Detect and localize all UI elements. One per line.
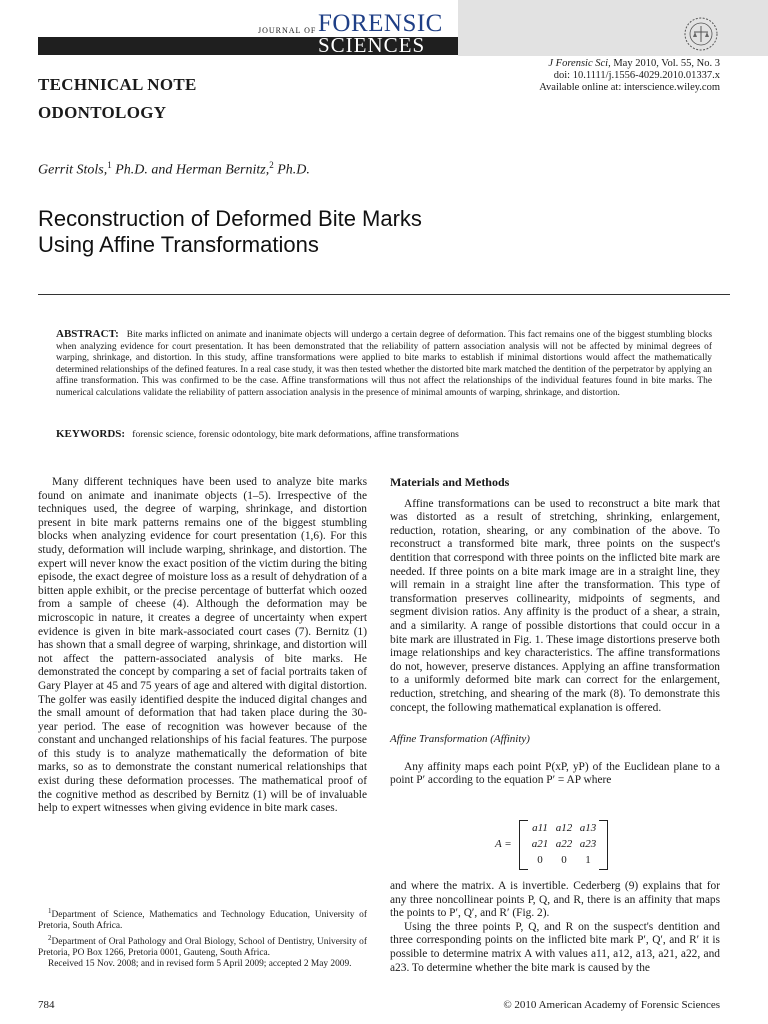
title-line-1: Reconstruction of Deformed Bite Marks: [38, 206, 422, 231]
methods-paragraph-2: Any affinity maps each point P(xP, yP) of the Euclidean plane to a point P′ according to the equation P′ = AP where: [390, 760, 720, 787]
keywords-text: forensic science, forensic odontology, bite mark deformations, affine transformations: [132, 429, 459, 440]
citation-online: Available online at: interscience.wiley.com: [539, 82, 720, 93]
academy-seal-icon: [683, 16, 719, 52]
abstract: [56, 329, 712, 400]
author-1: Gerrit Stols,: [38, 162, 108, 178]
matrix-cell: 0: [561, 854, 567, 866]
journal-name-sciences: SCIENCES: [318, 33, 426, 57]
article-field: ODONTOLOGY: [38, 103, 167, 122]
masthead-band: [458, 0, 768, 56]
journal-name-forensic: FORENSIC: [318, 10, 443, 37]
page-number: 784: [38, 999, 55, 1011]
author-1-affil: 1: [107, 160, 112, 170]
article-type: TECHNICAL NOTE: [38, 75, 197, 94]
footnote-2-mark: 2: [48, 933, 52, 942]
methods-column: [390, 476, 720, 788]
author-2-degree: Ph.D.: [273, 162, 310, 178]
author-2: Ph.D. and Herman Bernitz,: [111, 162, 270, 178]
methods-paragraph-1: Affine transformations can be used to reconstruct a bite mark that was distorted as a result of stretching, shrinking, enlargement, reduction, rotation, shearing, or any combination of the above. To reconstruct a transformed bite mark, three points on the suspect's dentition that correspond with three points on the inflicted bite mark are needed. If three points on a bite mark image are in a straight line, they will remain in a straight line after the transformation. This type of transformation preserves collinearity, midpoints of segments, and segment division ratios. Any affinity is the product of a shear, a strain, and a similarity. A range of possible distortions that could occur in a bite mark are illustrated in Fig. 1. These image distortions preserve both image relationships and key characteristics. The affine transformations do not, however, preserve distances. Applying an affine transformation to a uniformly deformed bite mark can correct for the enlargement, reduction, stretching, and shearing of the mark (8). To demonstrate this concept, the following mathematical explanation is offered.: [390, 497, 720, 714]
matrix-cell: a12: [555, 822, 573, 834]
footnotes: [38, 906, 367, 970]
matrix-cell: 1: [585, 854, 591, 866]
title-line-2: Using Affine Transformations: [38, 232, 319, 257]
author-line: [38, 160, 310, 179]
methods-heading: Materials and Methods: [390, 475, 510, 489]
affine-subheading: Affine Transformation (Affinity): [390, 733, 530, 746]
author-2-affil: 2: [269, 160, 274, 170]
keywords-label: KEYWORDS:: [56, 428, 126, 440]
copyright: © 2010 American Academy of Forensic Sciences: [503, 999, 720, 1011]
received-dates: Received 15 Nov. 2008; and in revised form 5 April 2009; accepted 2 May 2009.: [48, 959, 352, 970]
citation-issue: May 2010, Vol. 55, No. 3: [613, 58, 720, 69]
matrix-cell: a11: [532, 822, 548, 834]
citation-block: [539, 58, 720, 94]
intro-column: [38, 476, 367, 816]
matrix-cell: 0: [537, 854, 543, 866]
abstract-label: ABSTRACT:: [56, 328, 119, 340]
matrix-equation: [495, 820, 635, 870]
footnote-2: $^2$Department of Oral Pathology and Oral Biology, School of Dentistry, University of Pretoria, PO Box 1266, Pretoria 0001, Gauteng, South Africa.: [38, 933, 367, 958]
matrix-cell: a23: [579, 838, 597, 850]
footnote-1: $^1$Department of Science, Mathematics and Technology Education, University of Pretoria, South Africa.: [38, 907, 367, 932]
citation-journal: J Forensic Sci,: [548, 58, 611, 69]
methods-paragraph-3: and where the matrix. A is invertible. Cederberg (9) explains that for any three noncollinear points P, Q, and R, there is an affinity that maps the points to P′, Q′, and R′ (Fig. 2).: [390, 880, 720, 920]
matrix-lhs: A =: [495, 838, 512, 850]
methods-continued: [390, 880, 720, 975]
journal-of-label: JOURNAL OF: [258, 26, 317, 35]
abstract-text: Bite marks inflicted on animate and inanimate objects will undergo a certain degree of deformation. This fact remains one of the biggest stumbling blocks when analyzing evidence for court presentation. It has been demonstrated that the reliability of pattern association analysis will not be affected by minimal degrees of warping, shrinkage, and distortion. In this study, affine transformations were applied to bite marks to establish if minimal distortions would affect the mathematically determined relationships of the defined features. In a real case study, it was then tested whether the distorted bite mark matched the dentition of the perpetrator by applying an affine transformation. This was confirmed to be the case. Affine transformations will thus not affect the relationships of the individual features found in bite marks. The numerical calculations validate the reliability of pattern association analysis in the presence of minimal amounts of warping, shrinkage, and distortion.: [56, 330, 712, 398]
matrix-cell: a13: [579, 822, 597, 834]
matrix-cell: a21: [531, 838, 549, 850]
matrix-cell: a22: [555, 838, 573, 850]
methods-paragraph-4: Using the three points P, Q, and R on the suspect's dentition and three corresponding points on the inflicted bite mark P′, Q′, and R′ it is possible to determine matrix A with values a11, a12, a13, a21, a22, and a23. To determine whether the bite mark is caused by the: [390, 920, 720, 974]
title-divider: [38, 294, 730, 295]
keywords: [56, 428, 712, 440]
footnote-1-mark: 1: [48, 907, 52, 915]
article-title: [38, 206, 598, 258]
intro-paragraph: Many different techniques have been used to analyze bite marks found on animate and inanimate objects (1–5). Irrespective of the techniques used, the degree of warping, shrinkage, and distortion present in bite mark patterns remains one of the biggest stumbling blocks when analyzing evidence for court presentation (1,6). For this study, deformation will include warping, shrinkage, and distortion. The expert will never know the exact position of the victim during the biting episode, the exact degree of moisture loss as a result of dehydration of a bitten apple exhibit, or the precise percentage of butterfat which oozed from a sample of cheese (4). Although the deformation may be microscopic in nature, it creates a degree of uncertainty when expert evidence is given in bite mark-associated court cases (7). Bernitz (1) has shown that a small degree of warping, shrinkage, and distortion will not affect the pattern-associated analysis of bite marks. He demonstrated the concept by comparing a set of facial portraits taken of Gary Player at 45 and 75 years of age and altered with digital distortion. The golfer was easily identified despite the induced digital changes and the small amount of deformation that had taken place during the 30-year period. The ease of recognition was however because of the constant and unchanged relationships of his facial features. The purpose of this study is to analyze mathematically the deformation of bite marks, so as to demonstrate the constant numerical relationships that exist during these deformation processes. The mathematical proof of the cognitive method as described by Bernitz (1) will be of invaluable help to expert witnesses when giving evidence in bite mark cases.: [38, 476, 367, 815]
citation-doi: doi: 10.1111/j.1556-4029.2010.01337.x: [553, 70, 720, 81]
